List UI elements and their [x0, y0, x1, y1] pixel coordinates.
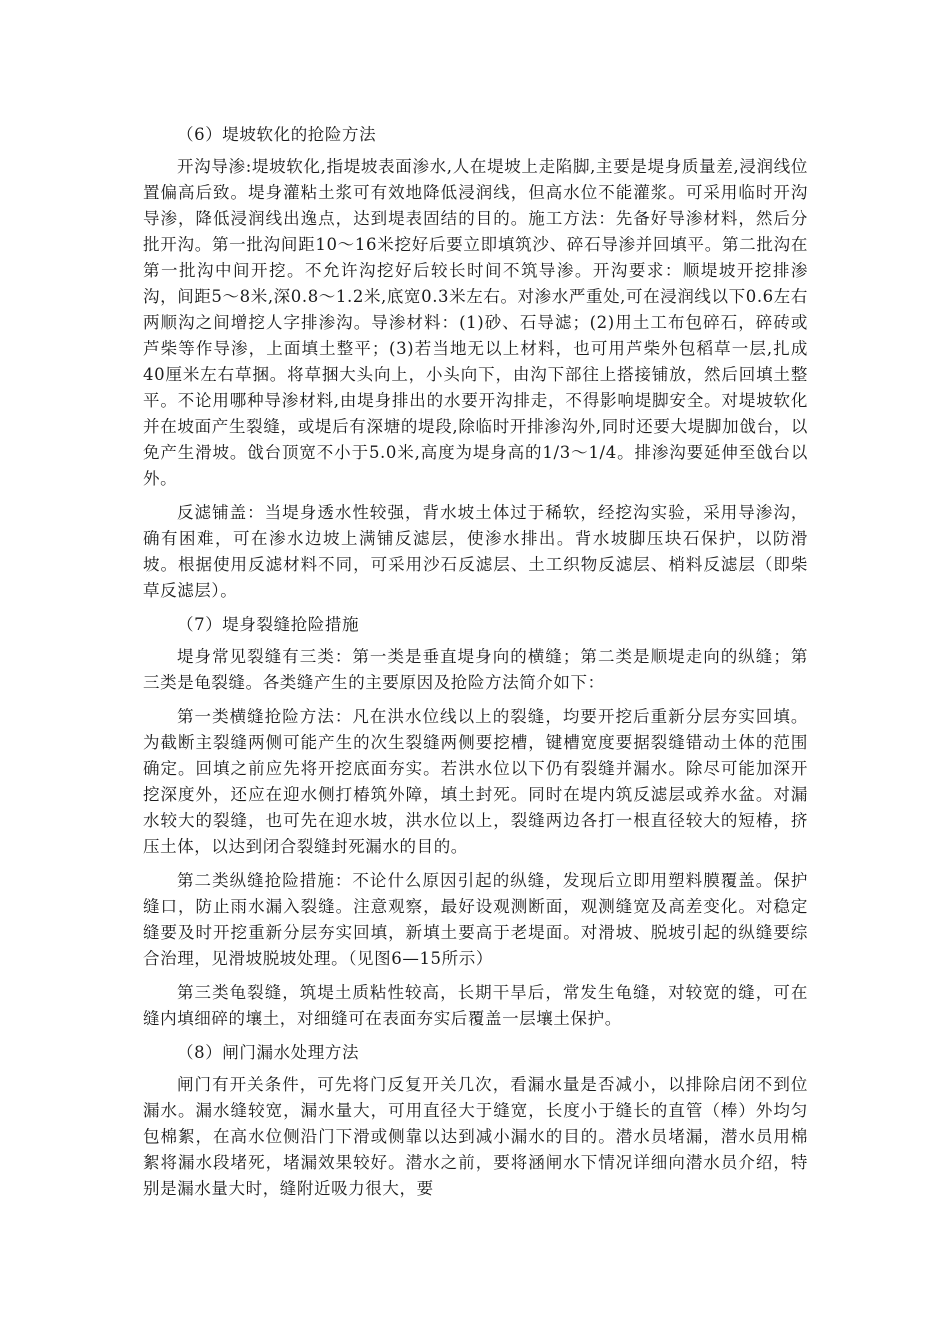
paragraph: 第一类横缝抢险方法：凡在洪水位线以上的裂缝，均要开挖后重新分层夯实回填。为截断主裂缝两侧可能产生的次生裂缝两侧要挖槽，键槽宽度要据裂缝错动土体的范围确定。回填之前应先将开挖底面夯实。若洪水位以下仍有裂缝并漏水。除尽可能加深开挖深度外，还应在迎水侧打椿筑外障，填土封死。同时在堤内筑反滤层或养水盆。对漏水较大的裂缝，也可先在迎水坡，洪水位以上，裂缝两边各打一根直径较大的短椿，挤压土体，以达到闭合裂缝封死漏水的目的。	[143, 707, 808, 856]
paragraph: 闸门有开关条件，可先将门反复开关几次，看漏水量是否减小，以排除启闭不到位漏水。漏水缝较宽，漏水量大，可用直径大于缝宽，长度小于缝长的直管（棒）外均匀包棉絮，在高水位侧沿门下滑或侧靠以达到减小漏水的目的。潜水员堵漏，潜水员用棉絮将漏水段堵死，堵漏效果较好。潜水之前，要将涵闸水下情况详细向潜水员介绍，特别是漏水量大时，缝附近吸力很大，要	[143, 1075, 808, 1198]
document-page	[143, 122, 808, 1210]
paragraph: 开沟导渗:堤坡软化,指堤坡表面渗水,人在堤坡上走陷脚,主要是堤身质量差,浸润线位置偏高后致。堤身灌粘土浆可有效地降低浸润线，但高水位不能灌浆。可采用临时开沟导渗，降低浸润线出逸点，达到堤表固结的目的。施工方法：先备好导渗材料，然后分批开沟。第一批沟间距10～16米挖好后要立即填筑沙、碎石导渗并回填平。第二批沟在第一批沟中间开挖。不允许沟挖好后较长时间不筑导渗。开沟要求：顺堤坡开挖排渗沟，间距5～8米,深0.8～1.2米,底宽0.3米左右。对渗水严重处,可在浸润线以下0.6左右两顺沟之间增挖人字排渗沟。导渗材料：(1)砂、石导滤；(2)用土工布包碎石，碎砖或芦柴等作导渗，上面填土整平；(3)若当地无以上材料，也可用芦柴外包稻草一层,扎成40厘米左右草捆。将草捆大头向上，小头向下，由沟下部往上搭接铺放，然后回填土整平。不论用哪种导渗材料,由堤身排出的水要开沟排走，不得影响堤脚安全。对堤坡软化并在坡面产生裂缝，或堤后有深塘的堤段,除临时开排渗沟外,同时还要大堤脚加戗台，以免产生滑坡。戗台顶宽不小于5.0米,高度为堤身高的1/3～1/4。排渗沟要延伸至戗台以外。	[143, 157, 808, 488]
section-heading: （6）堤坡软化的抢险方法	[177, 125, 377, 144]
paragraph: 第二类纵缝抢险措施：不论什么原因引起的纵缝，发现后立即用塑料膜覆盖。保护缝口，防止雨水漏入裂缝。注意观察，最好设观测断面，观测缝宽及高差变化。对稳定缝要及时开挖重新分层夯实回填，新填土要高于老堤面。对滑坡、脱坡引起的纵缝要综合治理，见滑坡脱坡处理。（见图6—15所示）	[143, 871, 808, 968]
paragraph: 第三类龟裂缝，筑堤土质粘性较高，长期干旱后，常发生龟缝，对较宽的缝，可在缝内填细碎的壤土，对细缝可在表面夯实后覆盖一层壤土保护。	[143, 983, 808, 1028]
section-heading: （8）闸门漏水处理方法	[177, 1043, 360, 1062]
paragraph: 堤身常见裂缝有三类：第一类是垂直堤身向的横缝；第二类是顺堤走向的纵缝；第三类是龟裂缝。各类缝产生的主要原因及抢险方法简介如下：	[143, 647, 808, 692]
section-heading: （7）堤身裂缝抢险措施	[177, 615, 360, 634]
paragraph: 反滤铺盖：当堤身透水性较强，背水坡土体过于稀软，经挖沟实验，采用导渗沟，确有困难，可在渗水边坡上满铺反滤层，使渗水排出。背水坡脚压块石保护，以防滑坡。根据使用反滤材料不同，可采用沙石反滤层、土工织物反滤层、梢料反滤层（即柴草反滤层）。	[143, 503, 808, 600]
